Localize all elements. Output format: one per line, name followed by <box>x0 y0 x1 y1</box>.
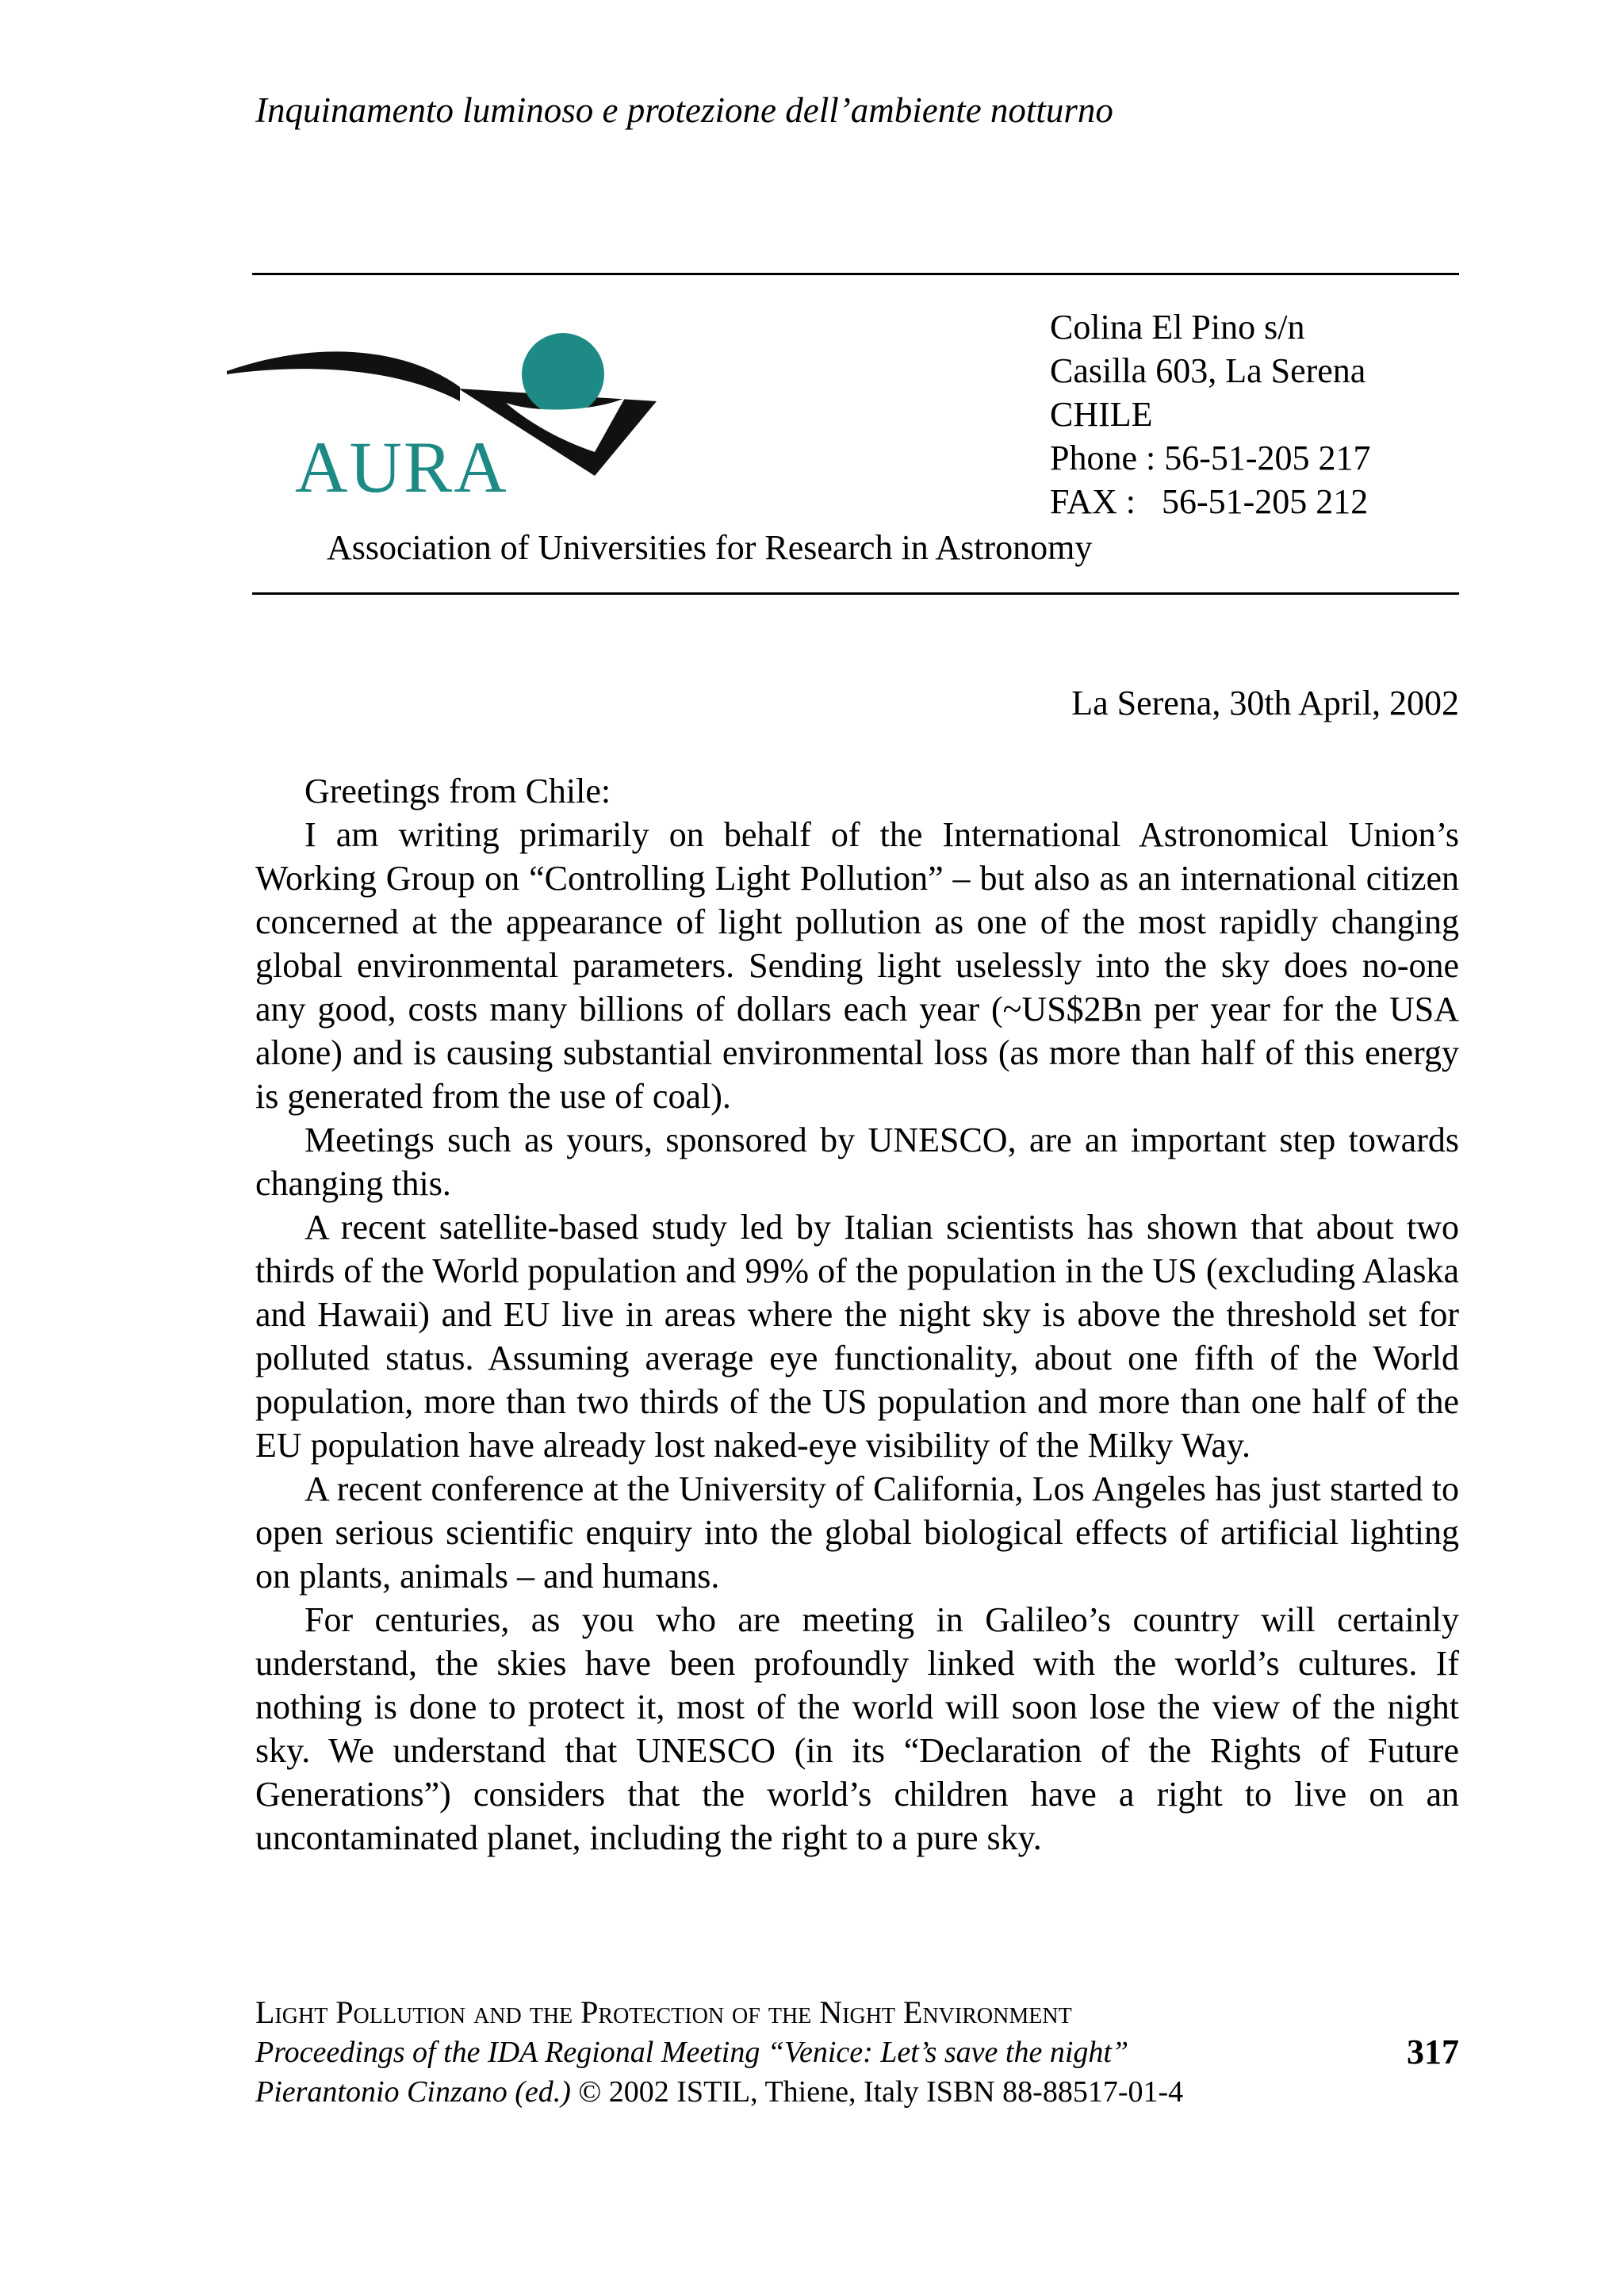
editor: Pierantonio Cinzano (ed.) <box>255 2075 571 2109</box>
editor-copyright-line <box>255 2072 1459 2112</box>
logo-teal-dome <box>522 333 604 416</box>
logo-swoosh <box>227 351 460 401</box>
body-paragraph: A recent satellite-based study led by Italian scientists has shown that about two thirds of the World population and 99% of the population in the US (excluding Alaska and Hawaii) and EU live in areas where the night sky is above the threshold set for polluted status. Assuming average eye functionality, about one fifth of the World population, more than two thirds of the US population and more than one half of the EU population have already lost naked-eye visibility of the Milky Way. <box>255 1208 1459 1465</box>
body-paragraph: Meetings such as yours, sponsored by UNESCO, are an important step towards changing this. <box>255 1121 1459 1203</box>
body-paragraph: A recent conference at the University of California, Los Angeles has just started to open serious scientific enquiry into the global biological effects of artificial lighting on plants, animals – and humans. <box>255 1469 1459 1596</box>
logo-wordmark: AURA <box>295 427 508 508</box>
running-header-title: Inquinamento luminoso e protezione dell’ambiente notturno <box>255 90 1113 130</box>
address-line: CHILE <box>1050 395 1153 434</box>
address-line: Casilla 603, La Serena <box>1050 351 1366 390</box>
series-title: Light Pollution and the Protection of the Night Environment <box>255 1994 1072 2030</box>
letterhead-top-rule <box>252 273 1459 275</box>
page-footer <box>255 1993 1459 2112</box>
proceedings-title: Proceedings of the IDA Regional Meeting “Venice: Let’s save the night” <box>255 2036 1129 2069</box>
body-paragraph: I am writing primarily on behalf of the International Astronomical Union’s Working Group on “Controlling Light Pollution” – but also as an international citizen concerned at the appearance of light pollution as one of the most rapidly changing global environmental parameters. Sending light uselessly into the sky does no-one any good, costs many billions of dollars each year (~US$2Bn per year for the USA alone) and is causing substantial environmental loss (as more than half of this energy is generated from the use of coal). <box>255 815 1459 1116</box>
organization-tagline: Association of Universities for Research in Astronomy <box>327 528 1093 567</box>
copyright: © 2002 ISTIL, Thiene, Italy ISBN 88-88517-01-4 <box>578 2075 1184 2109</box>
fax-line: FAX : 56-51-205 212 <box>1050 482 1369 521</box>
page-number: 317 <box>1407 2032 1459 2071</box>
phone-line: Phone : 56-51-205 217 <box>1050 439 1371 477</box>
address-block <box>1050 305 1371 523</box>
body-paragraph: For centuries, as you who are meeting in Galileo’s country will certainly understand, the skies have been profoundly linked with the world’s cultures. If nothing is done to protect it, most of the world will soon lose the view of the night sky. We understand that UNESCO (in its “Declaration of the Rights of Future Generations”) considers that the world’s children have a right to live on an uncontaminated planet, including the right to a pure sky. <box>255 1600 1459 1857</box>
greeting: Greetings from Chile: <box>304 772 611 810</box>
aura-logo <box>222 325 666 515</box>
address-line: Colina El Pino s/n <box>1050 308 1305 347</box>
letterhead-bottom-rule <box>252 592 1459 595</box>
letter-date: La Serena, 30th April, 2002 <box>1071 684 1459 722</box>
letter-body <box>255 769 1459 1860</box>
